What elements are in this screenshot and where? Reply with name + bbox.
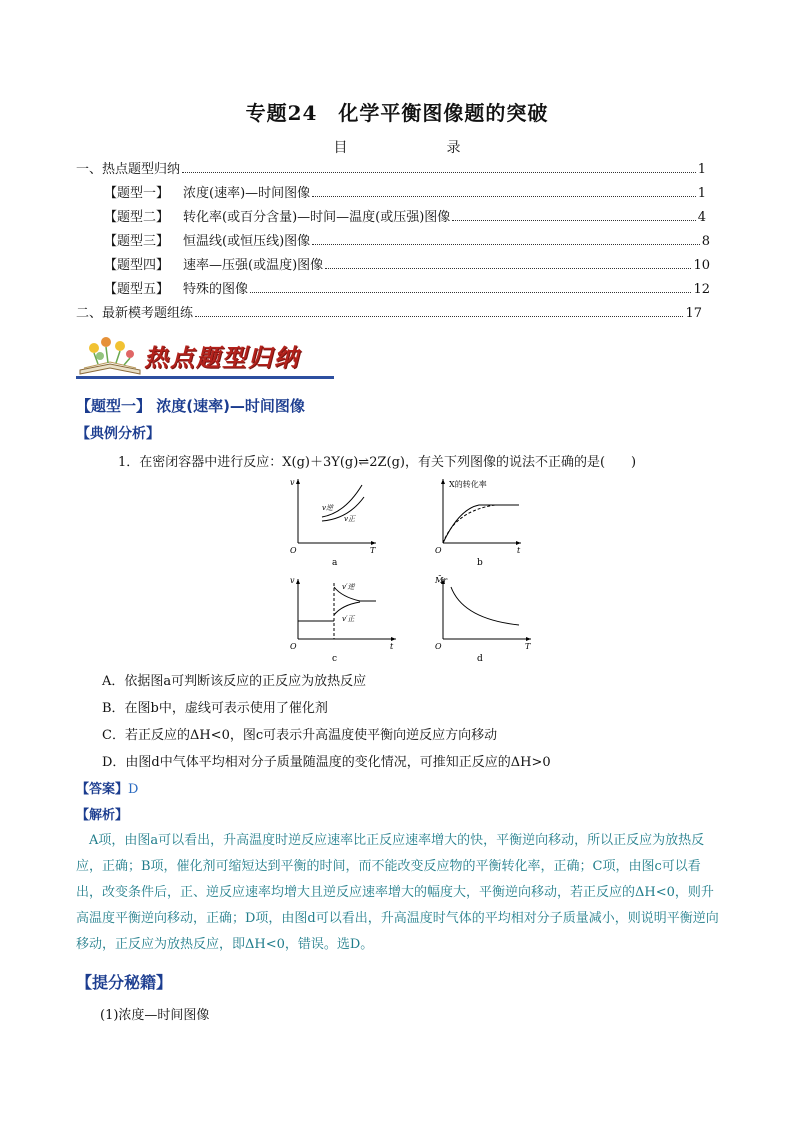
toc-item[interactable]: 【题型五】 特殊的图像 12	[104, 282, 710, 297]
toc-heading-right: 录	[446, 140, 461, 156]
question-stem: 1．在密闭容器中进行反应：X(g)＋3Y(g)⇌2Z(g)，有关下列图像的说法不正确的是( )	[118, 455, 637, 470]
toc-heading	[0, 137, 794, 157]
option-a: A．依据图a可判断该反应的正反应为放热反应	[102, 674, 367, 689]
page-title: 专题24 化学平衡图像题的突破	[245, 101, 549, 125]
graphs-figure	[280, 475, 550, 670]
option-d: D．由图d中气体平均相对分子质量随温度的变化情况，可推知正反应的ΔH>0	[102, 755, 551, 770]
graph-b	[435, 479, 521, 568]
type-heading: 【题型一】 浓度(速率)—时间图像	[76, 397, 305, 415]
graph-a-ylabel: v	[290, 478, 295, 487]
toc-item[interactable]: 【题型三】 恒温线(或恒压线)图像 8	[104, 234, 710, 249]
answer	[76, 778, 138, 797]
graph-d	[434, 576, 531, 664]
toc-item[interactable]: 二、最新模考题组练 17	[76, 306, 702, 321]
book-flowers-icon	[76, 330, 146, 378]
graph-b-xlabel: t	[517, 546, 521, 555]
answer-value: D	[128, 782, 139, 797]
analysis-heading: 【解析】	[76, 808, 129, 823]
graph-d-ylabel: M̄r	[435, 576, 448, 585]
graph-d-caption: d	[477, 654, 483, 664]
graph-c	[290, 576, 396, 664]
toc-item[interactable]: 【题型二】 转化率(或百分含量)—时间—温度(或压强)图像 4	[104, 210, 706, 225]
graph-a	[290, 478, 376, 568]
toc-heading-left: 目	[333, 140, 348, 156]
graph-c-caption: c	[332, 654, 338, 664]
graph-a-xlabel: T	[370, 546, 376, 555]
graph-d-xlabel: T	[525, 642, 531, 651]
graph-a-origin: O	[290, 546, 297, 555]
banner-underline	[76, 376, 334, 379]
option-c: C．若正反应的ΔH<0，图c可表示升高温度使平衡向逆反应方向移动	[102, 728, 498, 743]
graph-c-curve2: v′正	[342, 615, 355, 623]
graph-b-origin: O	[435, 546, 442, 555]
graph-c-xlabel: t	[390, 642, 394, 651]
tips-item: (1)浓度—时间图像	[100, 1008, 210, 1023]
option-b: B．在图b中，虚线可表示使用了催化剂	[102, 701, 328, 716]
toc-item[interactable]: 【题型一】 浓度(速率)—时间图像 1	[104, 186, 706, 201]
banner-title: 热点题型归纳	[144, 343, 300, 372]
analysis-text: A项，由图a可以看出，升高温度时逆反应速率比正反应速率增大的快，平衡逆向移动，所以正反应为放热反应，正确；B项，催化剂可缩短达到平衡的时间，而不能改变反应物的平衡转化率，正确；C项，由图c可以看出，改变条件后，正、逆反应速率均增大且逆反应速率增大的幅度大，平衡逆向移动，若正反应的ΔH<0，则升高温度平衡逆向移动，正确；D项，由图d可以看出，升高温度时气体的平均相对分子质量减小，则说明平衡逆向移动，正反应为放热反应，即ΔH<0，错误。选D。	[76, 833, 719, 952]
example-heading: 【典例分析】	[76, 426, 160, 442]
graph-c-origin: O	[290, 642, 297, 651]
graph-c-ylabel: v	[290, 576, 295, 585]
graph-c-curve1: v′逆	[342, 583, 355, 591]
graph-b-caption: b	[477, 558, 483, 568]
graph-a-curve2: v正	[344, 515, 355, 523]
toc-item[interactable]: 【题型四】 速率—压强(或温度)图像 10	[104, 258, 710, 273]
section-banner	[76, 330, 334, 382]
graph-d-origin: O	[435, 642, 442, 651]
tips-heading: 【提分秘籍】	[76, 973, 173, 992]
graph-b-ylabel: X的转化率	[449, 480, 487, 489]
answer-label: 【答案】	[76, 782, 129, 797]
graph-a-caption: a	[332, 558, 338, 568]
toc-item[interactable]: 一、热点题型归纳 1	[76, 162, 706, 177]
graph-a-curve1: v逆	[322, 504, 333, 512]
